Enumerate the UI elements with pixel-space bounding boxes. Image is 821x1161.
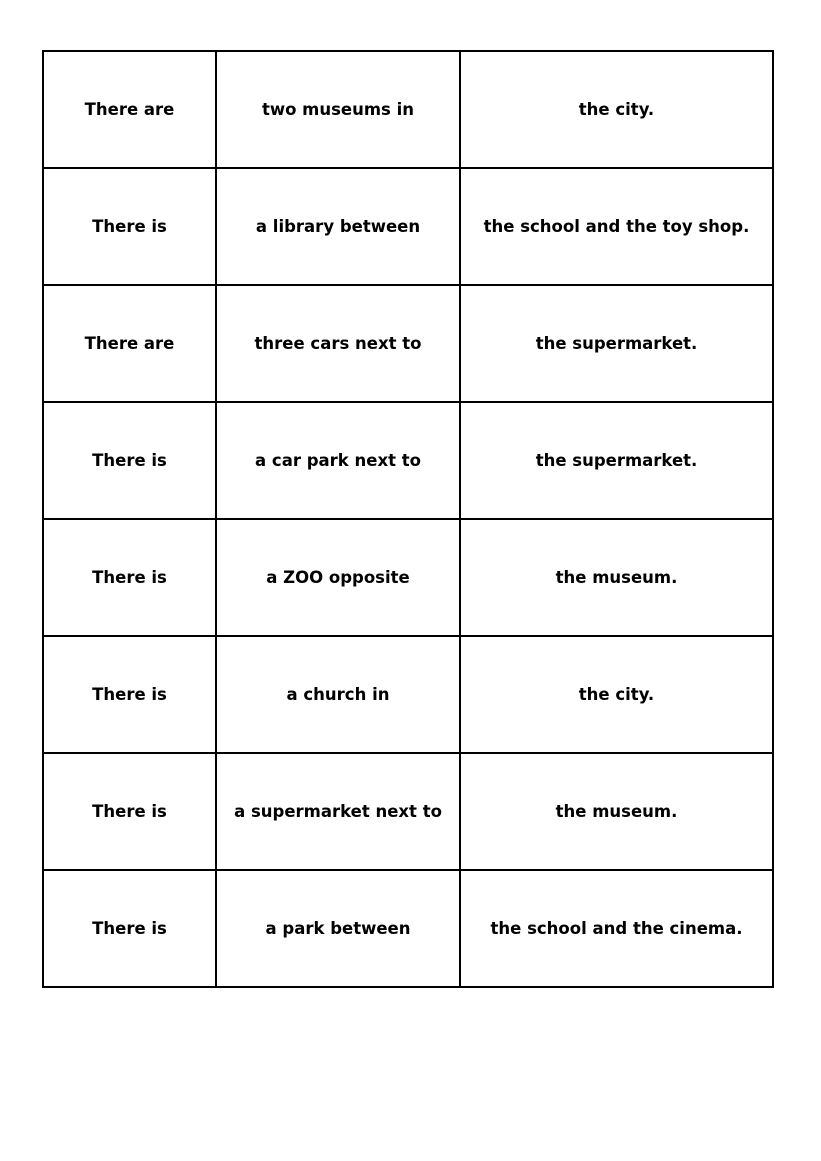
- object-cell: a supermarket next to: [216, 753, 460, 870]
- table-row: [43, 51, 773, 168]
- table-row: [43, 753, 773, 870]
- table-row: [43, 519, 773, 636]
- subject-cell: There is: [43, 636, 216, 753]
- subject-cell: There are: [43, 51, 216, 168]
- table-row: [43, 636, 773, 753]
- subject-cell: There are: [43, 285, 216, 402]
- table-row: [43, 870, 773, 987]
- subject-cell: There is: [43, 402, 216, 519]
- sentence-cards-table: [42, 50, 774, 988]
- object-cell: two museums in: [216, 51, 460, 168]
- table-row: [43, 168, 773, 285]
- table-row: [43, 285, 773, 402]
- object-cell: a church in: [216, 636, 460, 753]
- location-cell: the school and the cinema.: [460, 870, 773, 987]
- table-row: [43, 402, 773, 519]
- location-cell: the supermarket.: [460, 285, 773, 402]
- object-cell: a library between: [216, 168, 460, 285]
- subject-cell: There is: [43, 870, 216, 987]
- location-cell: the museum.: [460, 753, 773, 870]
- subject-cell: There is: [43, 168, 216, 285]
- object-cell: a car park next to: [216, 402, 460, 519]
- location-cell: the museum.: [460, 519, 773, 636]
- location-cell: the city.: [460, 636, 773, 753]
- object-cell: a park between: [216, 870, 460, 987]
- location-cell: the school and the toy shop.: [460, 168, 773, 285]
- location-cell: the city.: [460, 51, 773, 168]
- object-cell: three cars next to: [216, 285, 460, 402]
- subject-cell: There is: [43, 519, 216, 636]
- object-cell: a ZOO opposite: [216, 519, 460, 636]
- location-cell: the supermarket.: [460, 402, 773, 519]
- subject-cell: There is: [43, 753, 216, 870]
